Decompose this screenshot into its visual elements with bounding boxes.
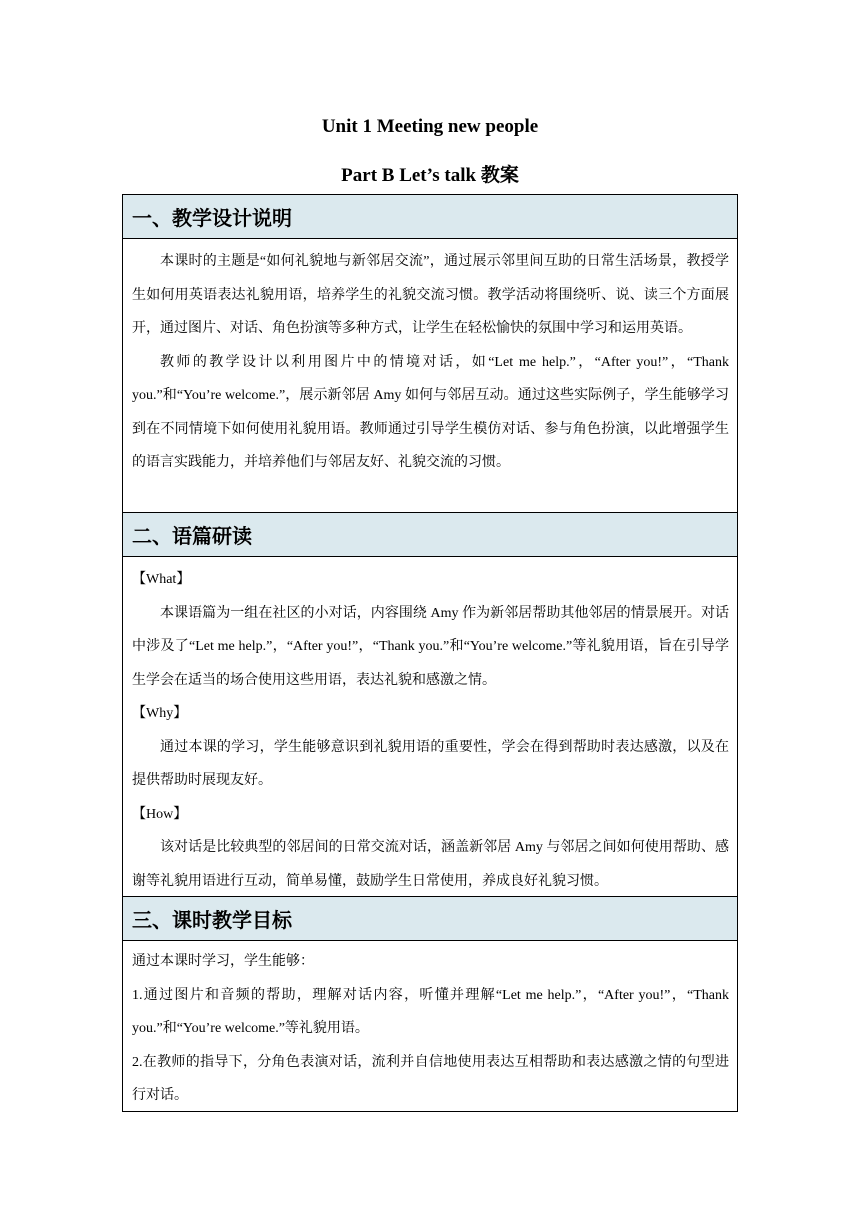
design-paragraph-1: 本课时的主题是“如何礼貌地与新邻居交流”，通过展示邻里间互助的日常生活场景，教授学生如何用英语表达礼貌用语，培养学生的礼貌交流习惯。教学活动将围绕听、说、读三个方面展开，通过图片、对话、角色扮演等多种方式，让学生在轻松愉快的氛围中学习和运用英语。: [132, 254, 729, 336]
what-paragraph: 本课语篇为一组在社区的小对话，内容围绕 Amy 作为新邻居帮助其他邻居的情景展开。对话中涉及了“Let me help.”，“After you!”，“Thank you.”和“You’re welcome.”等礼貌用语，旨在引导学生学会在适当的场合使用这些用语，表达礼貌和感激之情。: [132, 605, 729, 688]
design-paragraph-2: 教师的教学设计以利用图片中的情境对话，如“Let me help.”，“After you!”，“Thank you.”和“You’re welcome.”，展示新邻居 Amy 如何与邻居互动。通过这些实际例子，学生能够学习到在不同情境下如何使用礼貌用语。教师通过引导学生模仿对话、参与角色扮演，以此增强学生的语言实践能力，并培养他们与邻居友好、礼貌交流的习惯。: [132, 354, 729, 470]
section-header-design: 一、教学设计说明: [123, 195, 737, 239]
lesson-plan-table: [122, 194, 738, 1112]
objective-item: 1.通过图片和音频的帮助，理解对话内容，听懂并理解“Let me help.”，“After you!”，“Thank you.”和“You’re welcome.”等礼貌用语。: [132, 987, 729, 1036]
document-title: Unit 1 Meeting new people: [321, 116, 539, 137]
what-label: 【What】: [132, 572, 191, 587]
how-paragraph: 该对话是比较典型的邻居间的日常交流对话，涵盖新邻居 Amy 与邻居之间如何使用帮助、感谢等礼貌用语进行互动，简单易懂，鼓励学生日常使用，养成良好礼貌习惯。: [132, 840, 729, 889]
document-subtitle: Part B Let’s talk 教案: [341, 165, 519, 186]
section-body-design: [123, 239, 737, 513]
why-label: 【Why】: [132, 706, 188, 721]
section-body-objectives: [123, 941, 737, 1111]
section-header-objectives: 三、课时教学目标: [123, 897, 737, 941]
objectives-intro: 通过本课时学习，学生能够：: [132, 954, 314, 969]
how-label: 【How】: [132, 806, 188, 822]
why-paragraph: 通过本课的学习，学生能够意识到礼貌用语的重要性，学会在得到帮助时表达感激，以及在提供帮助时展现友好。: [132, 739, 729, 788]
objective-item: 2.在教师的指导下，分角色表演对话，流利并自信地使用表达互相帮助和表达感激之情的句型进行对话。: [132, 1054, 729, 1103]
section-body-text-study: [123, 557, 737, 897]
section-header-text-study: 二、语篇研读: [123, 513, 737, 557]
